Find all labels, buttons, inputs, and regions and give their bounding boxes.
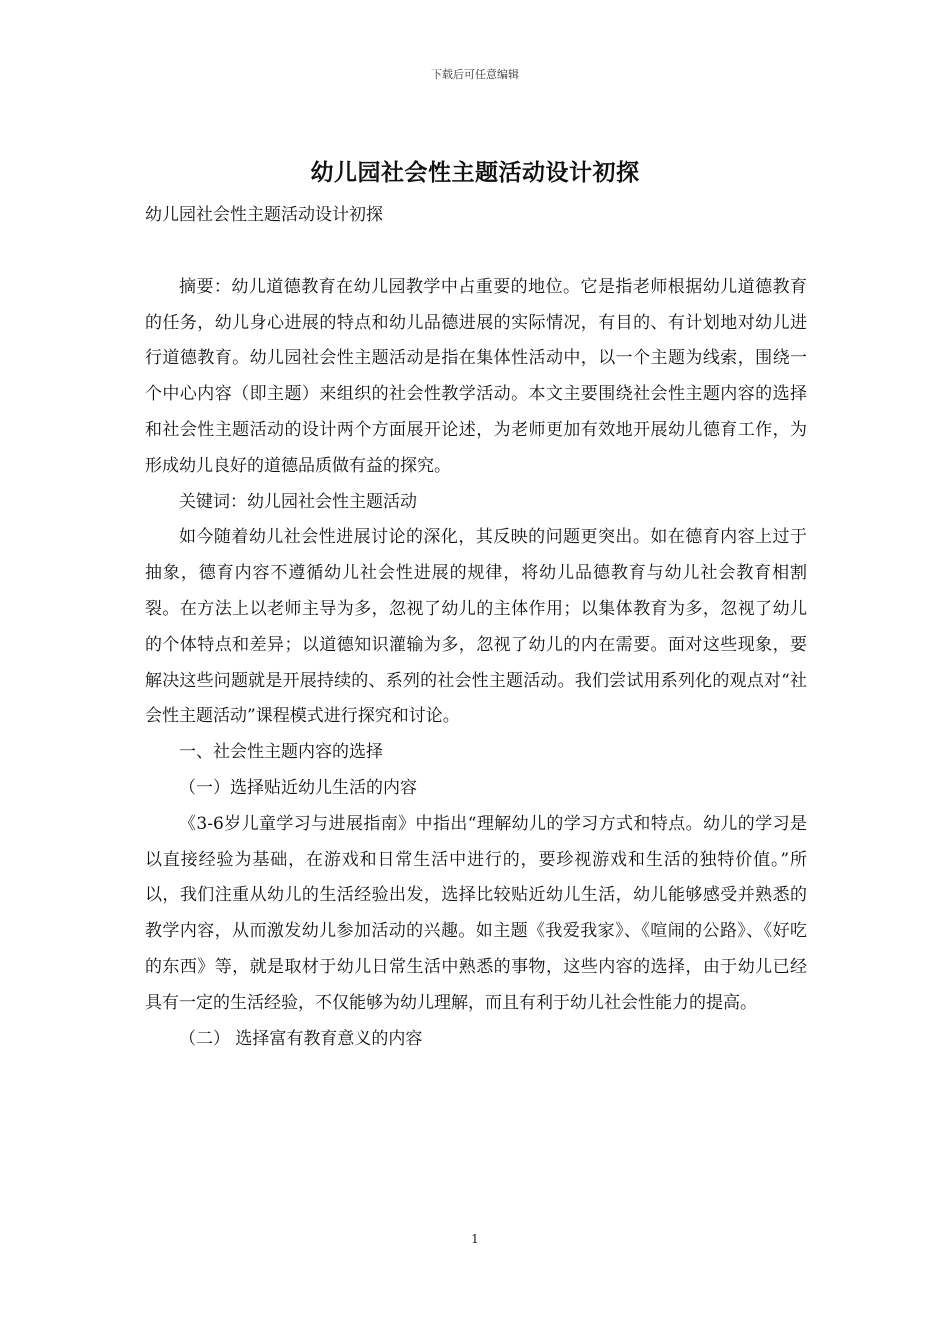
blank-line (145, 234, 807, 270)
section-heading-1: 一、社会性主题内容的选择 (179, 742, 383, 763)
document-title: 幼儿园社会性主题活动设计初探 (310, 159, 640, 186)
abstract-paragraph: 摘要：幼儿道德教育在幼儿园教学中占重要的地位。它是指老师根据幼儿道德教育的任务，幼儿身心进展的特点和幼儿品德进展的实际情况，有目的、有计划地对幼儿进行道德教育。幼儿园社会性主题活动是指在集体性活动中，以一个主题为线索，围绕一个中心内容（即主题）来组织的社会性教学活动。本文主要围绕社会性主题内容的选择和社会性主题活动的设计两个方面展开论述，为老师更加有效地开展幼儿德育工作，为形成幼儿良好的道德品质做有益的探究。 (145, 276, 807, 476)
subsection-heading-1: （一）选择贴近幼儿生活的内容 (179, 777, 417, 798)
document-body (145, 198, 807, 1057)
body-paragraph: 《3-6岁儿童学习与进展指南》中指出“理解幼儿的学习方式和特点。幼儿的学习是以直接经验为基础，在游戏和日常生活中进行的，要珍视游戏和生活的独特价值。”所以，我们注重从幼儿的生活经验出发，选择比较贴近幼儿生活，幼儿能够感受并熟悉的教学内容，从而激发幼儿参加活动的兴趣。如主题《我爱我家》、《喧闹的公路》、《好吃的东西》等，就是取材于幼儿日常生活中熟悉的事物，这些内容的选择，由于幼儿已经具有一定的生活经验，不仅能够为幼儿理解，而且有利于幼儿社会性能力的提高。 (145, 813, 807, 1013)
subsection-heading-2: （二） 选择富有教育意义的内容 (179, 1028, 423, 1049)
intro-paragraph: 如今随着幼儿社会性进展讨论的深化，其反映的问题更突出。如在德育内容上过于抽象，德育内容不遵循幼儿社会性进展的规律，将幼儿品德教育与幼儿社会教育相割裂。在方法上以老师主导为多，忽视了幼儿的主体作用；以集体教育为多，忽视了幼儿的个体特点和差异；以道德知识灌输为多，忽视了幼儿的内在需要。面对这些现象，要解决这些问题就是开展持续的、系列的社会性主题活动。我们尝试用系列化的观点对“社会性主题活动”课程模式进行探究和讨论。 (145, 527, 807, 727)
header-note: 下载后可任意编辑 (431, 68, 519, 81)
document-subtitle: 幼儿园社会性主题活动设计初探 (145, 205, 383, 225)
page-number: 1 (471, 1232, 479, 1246)
keywords-paragraph: 关键词：幼儿园社会性主题活动 (179, 491, 417, 512)
